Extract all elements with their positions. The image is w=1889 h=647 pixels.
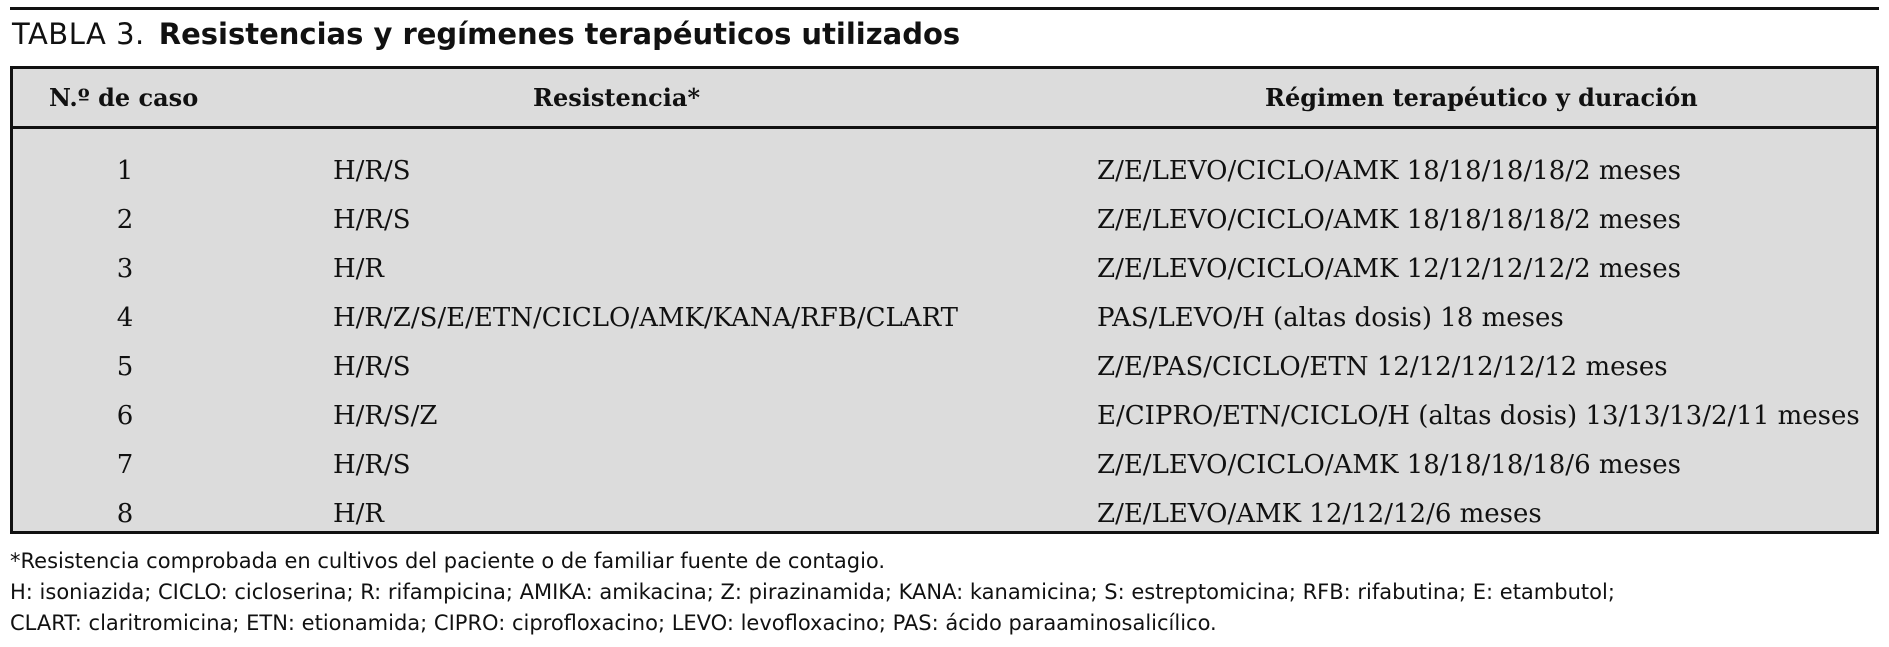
table-row bbox=[13, 146, 1876, 195]
cell-regimen: Z/E/LEVO/CICLO/AMK 18/18/18/18/2 meses bbox=[1097, 205, 1681, 235]
cell-resistance: H/R/S bbox=[333, 156, 411, 186]
cell-case: 3 bbox=[116, 254, 134, 284]
cell-resistance: H/R/S bbox=[333, 352, 411, 382]
cell-resistance: H/R bbox=[333, 254, 385, 284]
cell-case: 2 bbox=[116, 205, 134, 235]
cell-regimen: Z/E/LEVO/CICLO/AMK 12/12/12/12/2 meses bbox=[1097, 254, 1681, 284]
table-row bbox=[13, 195, 1876, 244]
cell-resistance: H/R/S/Z bbox=[333, 401, 438, 431]
data-table bbox=[10, 66, 1879, 534]
table-number: TABLA 3. bbox=[12, 17, 145, 51]
cell-regimen: PAS/LEVO/H (altas dosis) 18 meses bbox=[1097, 303, 1564, 333]
cell-resistance: H/R/S bbox=[333, 205, 411, 235]
cell-regimen: Z/E/LEVO/AMK 12/12/12/6 meses bbox=[1097, 499, 1542, 529]
footnote-asterisk: *Resistencia comprobada en cultivos del paciente o de familiar fuente de contagio. bbox=[10, 549, 886, 573]
cell-resistance: H/R bbox=[333, 499, 385, 529]
cell-case: 7 bbox=[116, 450, 134, 480]
header-resistance: Resistencia* bbox=[533, 83, 700, 112]
cell-regimen: E/CIPRO/ETN/CICLO/H (altas dosis) 13/13/13/2/11 meses bbox=[1097, 401, 1860, 431]
cell-case: 6 bbox=[116, 401, 134, 431]
table-row bbox=[13, 440, 1876, 489]
table-row bbox=[13, 244, 1876, 293]
header-regimen: Régimen terapéutico y duración bbox=[1265, 83, 1698, 112]
table-caption: Resistencias y regímenes terapéuticos utilizados bbox=[158, 17, 961, 51]
cell-resistance: H/R/S bbox=[333, 450, 411, 480]
cell-regimen: Z/E/LEVO/CICLO/AMK 18/18/18/18/2 meses bbox=[1097, 156, 1681, 186]
table-row bbox=[13, 342, 1876, 391]
cell-resistance: H/R/Z/S/E/ETN/CICLO/AMK/KANA/RFB/CLART bbox=[333, 303, 959, 333]
table-title bbox=[12, 14, 960, 54]
footnote-abbreviations: H: isoniazida; CICLO: cicloserina; R: rifampicina; AMIKA: amikacina; Z: pirazinamida; KANA: kanamicina; S: estreptomicina; RFB: rifabutina; E: etambutol; bbox=[10, 580, 1615, 604]
cell-case: 1 bbox=[116, 156, 134, 186]
cell-regimen: Z/E/PAS/CICLO/ETN 12/12/12/12/12 meses bbox=[1097, 352, 1668, 382]
top-rule bbox=[10, 7, 1879, 10]
table-row bbox=[13, 293, 1876, 342]
table-row bbox=[13, 391, 1876, 440]
cell-case: 4 bbox=[116, 303, 134, 333]
cell-case: 5 bbox=[116, 352, 134, 382]
cell-case: 8 bbox=[116, 499, 134, 529]
footnote-abbreviations-cont: CLART: claritromicina; ETN: etionamida; CIPRO: ciprofloxacino; LEVO: levofloxacino; PAS: ácido paraaminosalicílico. bbox=[10, 611, 1217, 635]
cell-regimen: Z/E/LEVO/CICLO/AMK 18/18/18/18/6 meses bbox=[1097, 450, 1681, 480]
table-row bbox=[13, 489, 1876, 538]
header-case: N.º de caso bbox=[49, 83, 199, 112]
table-header bbox=[13, 69, 1876, 129]
